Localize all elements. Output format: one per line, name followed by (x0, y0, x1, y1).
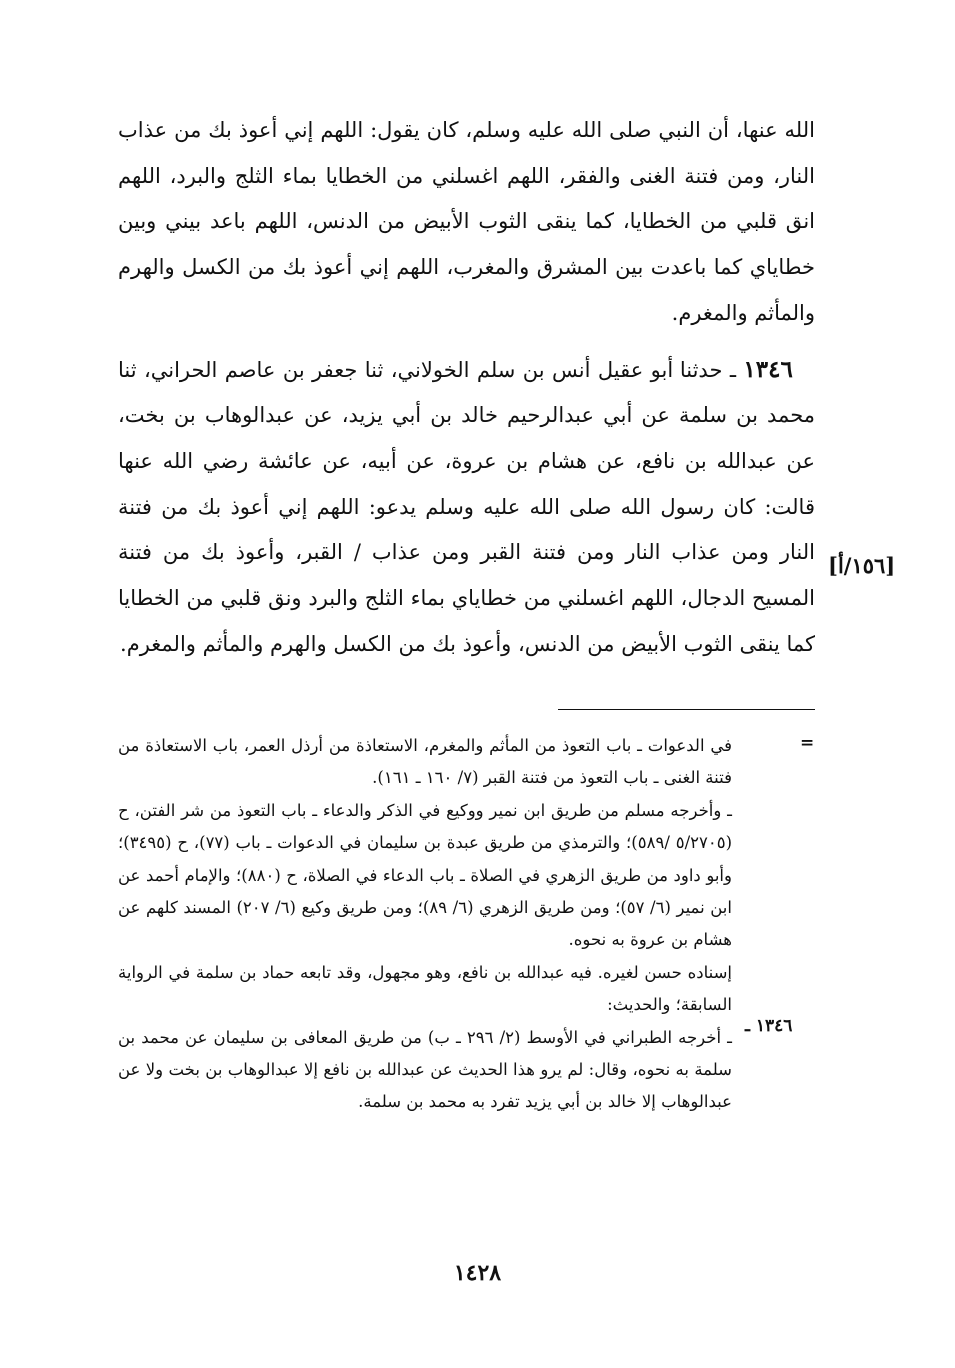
page-number: ١٤٢٨ (453, 1260, 502, 1286)
paragraph-gap (118, 337, 815, 347)
footnote-continued-2: ـ وأخرجه مسلم من طريق ابن نمير ووكيع في الذكر والدعاء ـ باب التعوذ من شر الفتن، ح (٥/٢٧٠٥ /٥٨٩)؛ والترمذي من طريق عبدة بن سليمان في الدعوات ـ باب (٧٧)، ح (٣٤٩٥)؛ وأبو داود من طريق الزهري في الصلاة ـ باب الدعاء في الصلاة، ح (٨٨٠)؛ والإمام أحمد عن ابن نمير (٦/ ٥٧)؛ ومن طريق الزهري (٦/ ٨٩)؛ ومن طريق وكيع (٦/ ٢٠٧) المسند كلهم عن هشام بن عروة به نحوه. (118, 800, 733, 950)
footnote-continuation-marker: = (800, 733, 815, 753)
main-text (118, 108, 815, 667)
footnote-separator (558, 709, 815, 710)
hadith-text: حدثنا أبو عقيل أنس بن سلم الخولاني، ثنا جعفر بن عاصم الحراني، ثنا محمد بن سلمة عن أبي عبدالرحيم خالد بن أبي يزيد، عن عبدالوهاب بن بخت، عن عبدالله بن نافع، عن هشام بن عروة، عن أبيه، عن عائشة رضي الله عنها قالت: كان رسول الله صلى الله عليه وسلم يدعو: اللهم إني أعوذ بك من فتنة النار ومن عذاب النار ومن فتنة القبر ومن عذاب / القبر، وأعوذ بك من فتنة المسيح الدجال، اللهم اغسلني من خطاياي بماء الثلج والبرد ونق قلبي من الخطايا كما ينقى الثوب الأبيض من الدنس، وأعوذ بك من الكسل والهرم والمأثم والمغرم. (118, 357, 815, 656)
footnote-1346: إسناده حسن لغيره. فيه عبدالله بن نافع، وهو مجهول، وقد تابعه حماد بن سلمة في الرواية السابقة؛ والحديث: (118, 962, 732, 1015)
footnote-1346-2: ـ أخرجه الطبراني في الأوسط (٢/ ٢٩٦ ـ ب) من طريق المعافى بن سليمان عن محمد بن سلمة به نحوه، وقال: لم يرو هذا الحديث عن عبدالله بن نافع إلا عبدالوهاب بن بخت ولا عن عبدالوهاب إلا خالد بن أبي يزيد تفرد به محمد بن سلمة. (118, 1027, 732, 1112)
paragraph-2 (118, 347, 815, 668)
margin-folio-reference: [١٥٦/أ] (828, 553, 896, 578)
footnotes (118, 730, 732, 1119)
paragraph-1: الله عنها، أن النبي صلى الله عليه وسلم، كان يقول: اللهم إني أعوذ بك من عذاب النار، ومن فتنة الغنى والفقر، اللهم اغسلني من الخطايا بماء الثلج والبرد، اللهم انق قلبي من الخطايا، كما ينقى الثوب الأبيض من الدنس، اللهم باعد بيني وبين خطاياي كما باعدت بين المشرق والمغرب، اللهم إني أعوذ بك من الكسل والهرم والمأثم والمغرم. (118, 118, 815, 325)
hadith-dash: ـ (722, 357, 744, 382)
hadith-number: ١٣٤٦ (743, 355, 793, 383)
footnote-1346-number: ١٣٤٦ ـ (745, 1016, 793, 1036)
footnote-continued: في الدعوات ـ باب التعوذ من المأثم والمغرم، الاستعاذة من أرذل العمر، باب الاستعاذة من فتنة الغنى ـ باب التعوذ من فتنة القبر (٧/ ١٦٠ ـ ١٦١). (118, 736, 732, 788)
